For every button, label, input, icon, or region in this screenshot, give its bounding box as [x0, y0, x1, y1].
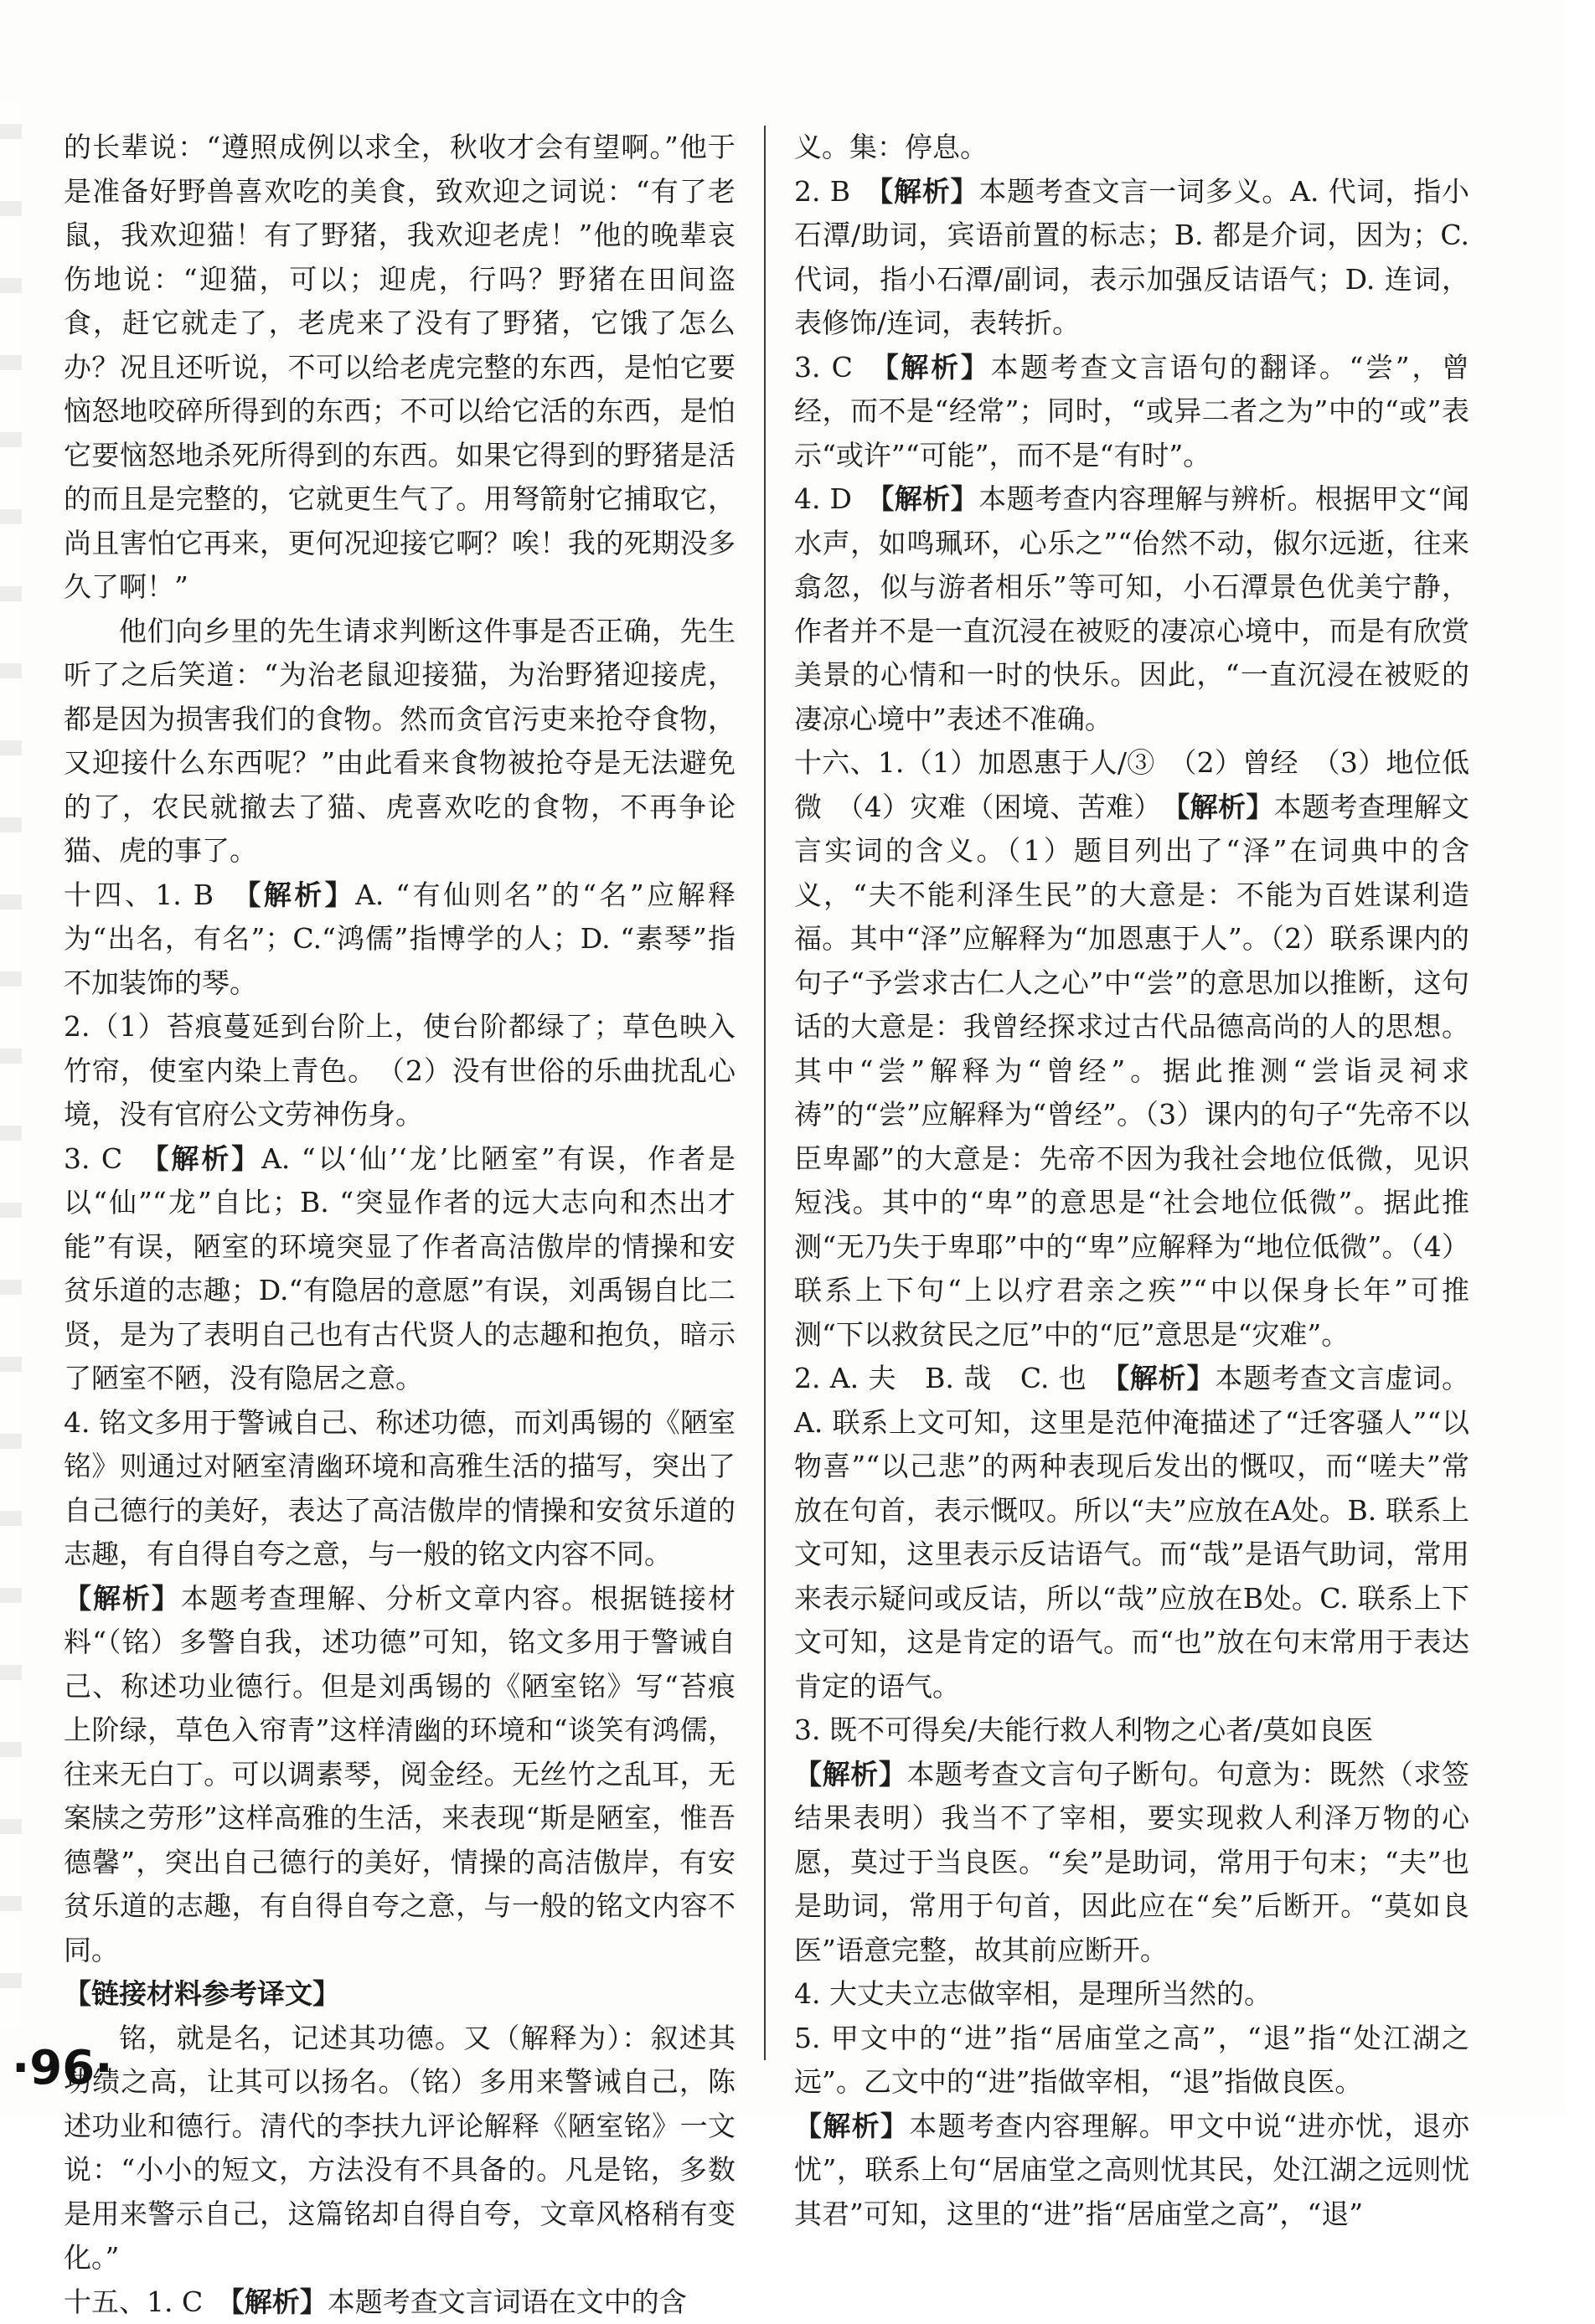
- answer-number: 4. D: [794, 482, 880, 515]
- answer-item: 5. 甲文中的“进”指“居庙堂之高”，“退”指“处江湖之远”。乙文中的“进”指做宰相，“退”指做良医。: [794, 2017, 1469, 2105]
- analysis-text: 本题考查文言词语在文中的含: [328, 2285, 687, 2318]
- section-heading: 【链接材料参考译文】: [64, 1972, 736, 2017]
- answer-item: [794, 346, 1469, 478]
- answer-item: 3. 既不可得矣/夫能行救人利物之心者/莫如良医: [794, 1708, 1469, 1753]
- answer-number: 十六、1.（1）加恩惠于人/③ （2）曾经 （3）地位低微 （4）灾难（困境、苦难）: [794, 746, 1469, 823]
- answer-item: 4. 大丈夫立志做宰相，是理所当然的。: [794, 1972, 1469, 2017]
- left-column: [64, 126, 736, 2324]
- analysis-text: 本题考查文言句子断句。句意为：既然（求签结果表明）我当不了宰相，要实现救人利泽万物的心愿，莫过于当良医。“矣”是助词，常用于句末；“夫”也是助词，常用于句首，因此应在“矣”后断开。“莫如良医”语意完整，故其前应断开。: [794, 1758, 1469, 1966]
- analysis-tag: 【解析】: [1176, 791, 1274, 823]
- analysis-tag: 【解析】: [794, 2110, 909, 2142]
- answer-item: [794, 741, 1469, 1357]
- analysis-tag: 【解析】: [885, 351, 990, 384]
- analysis-text: 本题考查理解、分析文章内容。根据链接材料“（铭）多警自我，述功德”可知，铭文多用于警诫自己、称述功业德行。但是刘禹锡的《陋室铭》写“苔痕上阶绿，草色入帘青”这样清幽的环境和“谈笑有鸿儒，往来无白丁。可以调素琴，阅金经。无丝竹之乱耳，无案牍之劳形”这样高雅的生活，来表现“斯是陋室，惟吾德馨”，突出自己德行的美好，情操的高洁傲岸，有安贫乐道的志趣，有自得自夸之意，与一般的铭文内容不同。: [64, 1582, 736, 1966]
- answer-item: [794, 1357, 1469, 1708]
- paragraph: 铭，就是名，记述其功德。又（解释为）：叙述其功绩之高，让其可以扬名。（铭）多用来警诫自己，陈述功业和德行。清代的李扶九评论解释《陋室铭》一文说：“小小的短文，方法没有不具备的。凡是铭，多数是用来警示自己，这篇铭却自得自夸，文章风格稍有变化。”: [64, 2017, 736, 2280]
- column-divider: [764, 126, 766, 2060]
- answer-item: [64, 1137, 736, 1401]
- binding-edge: [0, 100, 22, 2027]
- paragraph: 的长辈说：“遵照成例以求全，秋收才会有望啊。”他于是准备好野兽喜欢吃的美食，致欢迎之词说：“有了老鼠，我欢迎猫！有了野猪，我欢迎老虎！”他的晚辈哀伤地说：“迎猫，可以；迎虎，行吗？野猪在田间盗食，赶它就走了，老虎来了没有了野猪，它饿了怎么办？况且还听说，不可以给老虎完整的东西，是怕它要恼怒地咬碎所得到的东西；不可以给它活的东西，是怕它要恼怒地杀死所得到的东西。如果它得到的野猪是活的而且是完整的，它就更生气了。用弩箭射它捕取它，尚且害怕它再来，更何况迎接它啊？唉！我的死期没多久了啊！”: [64, 126, 736, 610]
- answer-number: 2. A. 夫 B. 哉 C. 也: [794, 1362, 1115, 1394]
- answer-item: [794, 170, 1469, 346]
- analysis-text: 本题考查理解文言实词的含义。（1）题目列出了“泽”在词典中的含义，“夫不能利泽生民”的大意是：不能为百姓谋利造福。其中“泽”应解释为“加恩惠于人”。（2）联系课内的句子“予尝求古仁人之心”中“尝”的意思加以推断，这句话的大意是：我曾经探求过古代品德高尚的人的思想。其中“尝”解释为“曾经”。据此推测“尝诣灵祠求祷”的“尝”应解释为“曾经”。（3）课内的句子“先帝不以臣卑鄙”的大意是：先帝不因为我社会地位低微，见识短浅。其中的“卑”的意思是“社会地位低微”。据此推测“无乃失于卑耶”中的“卑”应解释为“地位低微”。（4）联系上下句“上以疗君亲之疾”“中以保身长年”可推测“下以救贫民之厄”中的“厄”意思是“灾难”。: [794, 791, 1469, 1351]
- answer-item: [794, 2105, 1469, 2237]
- analysis-text: 本题考查内容理解与辨析。根据甲文“闻水声，如鸣珮环，心乐之”“佁然不动，俶尔远逝，往来翕忽，似与游者相乐”等可知，小石潭景色优美宁静，作者并不是一直沉浸在被贬的凄凉心境中，而是有欣赏美景的心情和一时的快乐。因此，“一直沉浸在被贬的凄凉心境中”表述不准确。: [794, 482, 1469, 735]
- answer-number: 3. C: [64, 1142, 155, 1175]
- answer-item: 2.（1）苔痕蔓延到台阶上，使台阶都绿了；草色映入竹帘，使室内染上青色。 （2）没有世俗的乐曲扰乱心境，没有官府公文劳神伤身。: [64, 1005, 736, 1137]
- answer-number: 3. C: [794, 351, 885, 384]
- analysis-text: A. “有仙则名”的“名”应解释为“出名，有名”；C.“鸿儒”指博学的人；D. “素琴”指不加装饰的琴。: [64, 879, 736, 999]
- analysis-text: A. “以‘仙’‘龙’比陋室”有误，作者是以“仙”“龙”自比；B. “突显作者的远大志向和杰出才能”有误，陋室的环境突显了作者高洁傲岸的情操和安贫乐道的志趣；D.“有隐居的意愿”有误，刘禹锡自比二贤，是为了表明自己也有古代贤人的志趣和抱负，暗示了陋室不陋，没有隐居之意。: [64, 1142, 736, 1395]
- paragraph: 义。集：停息。: [794, 126, 1469, 170]
- analysis-tag: 【解析】: [880, 482, 978, 515]
- answer-item: [64, 873, 736, 1006]
- answer-number: 十四、1. B: [64, 879, 247, 911]
- answer-number: 十五、1. C: [64, 2285, 230, 2318]
- answer-item: [794, 477, 1469, 741]
- paragraph: 他们向乡里的先生请求判断这件事是否正确，先生听了之后笑道：“为治老鼠迎接猫，为治野猪迎接虎，都是因为损害我们的食物。然而贪官污吏来抢夺食物，又迎接什么东西呢？”由此看来食物被抢夺是无法避免的了，农民就撤去了猫、虎喜欢吃的食物，不再争论猫、虎的事了。: [64, 610, 736, 873]
- answer-item: [64, 1577, 736, 1973]
- answer-item: [794, 1753, 1469, 1973]
- analysis-text: 本题考查文言语句的翻译。“尝”，曾经，而不是“经常”；同时，“或异二者之为”中的“或”表示“或许”“可能”，而不是“有时”。: [794, 351, 1469, 471]
- analysis-tag: 【解析】: [794, 1758, 906, 1791]
- analysis-text: 本题考查文言一词多义。A. 代词，指小石潭/助词，宾语前置的标志；B. 都是介词，因为；C. 代词，指小石潭/副词，表示加强反诘语气；D. 连词，表修饰/连词，表转折。: [794, 175, 1469, 340]
- analysis-tag: 【解析】: [880, 175, 979, 208]
- analysis-tag: 【解析】: [155, 1142, 261, 1175]
- analysis-text: 本题考查内容理解。甲文中说“进亦忧，退亦忧”，联系上句“居庙堂之高则忧其民，处江湖之远则忧其君”可知，这里的“进”指“居庙堂之高”，“退”: [794, 2110, 1469, 2230]
- analysis-tag: 【解析】: [1115, 1362, 1215, 1394]
- analysis-text: 本题考查文言虚词。A. 联系上文可知，这里是范仲淹描述了“迁客骚人”“以物喜”“以己悲”的两种表现后发出的慨叹，而“嗟夫”常放在句首，表示慨叹。所以“夫”应放在A处。B. 联系上文可知，这里表示反诘语气。而“哉”是语气助词，常用来表示疑问或反诘，所以“哉”应放在B处。C. 联系上下文可知，这是肯定的语气。而“也”放在句末常用于表达肯定的语气。: [794, 1362, 1469, 1703]
- answer-item: 4. 铭文多用于警诫自己、称述功德，而刘禹锡的《陋室铭》则通过对陋室清幽环境和高雅生活的描写，突出了自己德行的美好，表达了高洁傲岸的情操和安贫乐道的志趣，有自得自夸之意，与一般的铭文内容不同。: [64, 1401, 736, 1577]
- analysis-tag: 【解析】: [230, 2285, 328, 2318]
- right-column: [794, 126, 1469, 2236]
- page-number: ·96·: [12, 2043, 112, 2094]
- answer-number: 2. B: [794, 175, 880, 208]
- answer-item: [64, 2280, 736, 2324]
- analysis-tag: 【解析】: [64, 1582, 181, 1615]
- analysis-tag: 【解析】: [247, 879, 355, 911]
